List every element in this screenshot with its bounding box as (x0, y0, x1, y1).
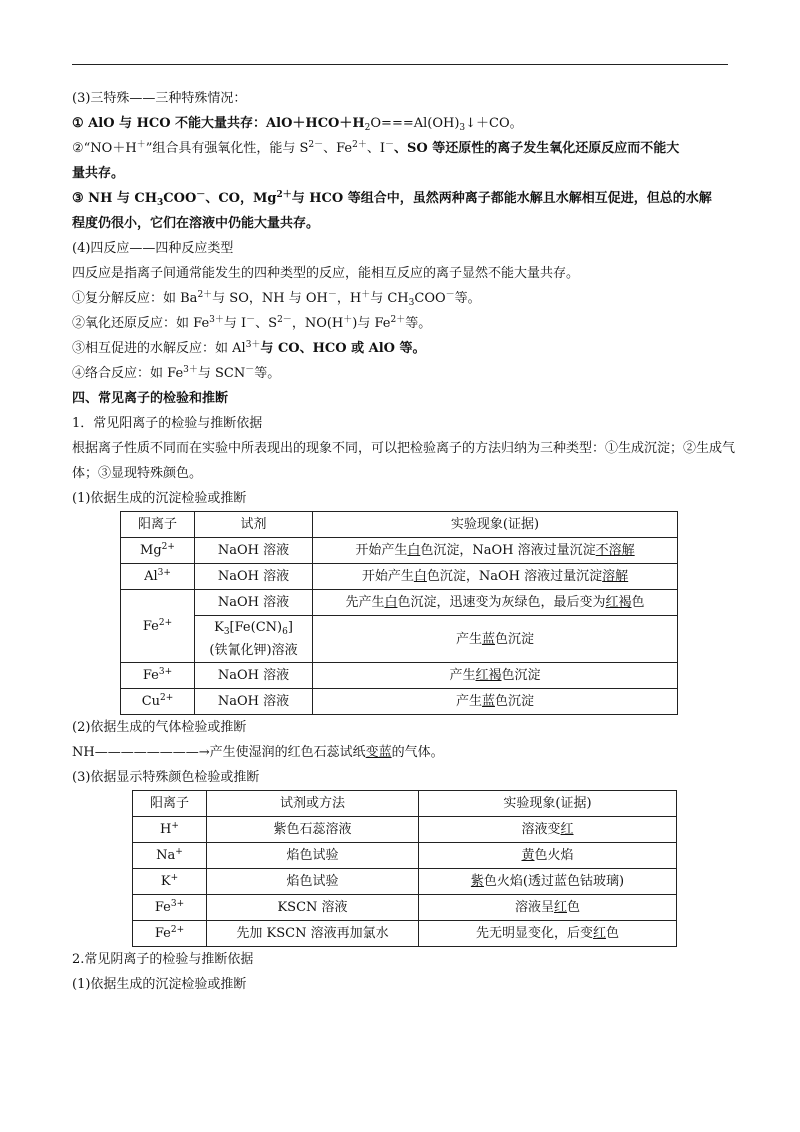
text: ③ NH 与 CH (72, 191, 158, 206)
text: ，H (336, 291, 362, 306)
text: 与 CH (370, 291, 409, 306)
reaction-4 (72, 361, 736, 386)
cation-cell: $Fe^{2+}$ (133, 921, 207, 947)
text: ②“NO＋H (72, 141, 137, 156)
text: ②氧化还原反应：如 Fe (72, 316, 210, 331)
text: 的气体。 (391, 745, 444, 760)
table-row (133, 895, 677, 921)
phenomenon-cell: 产生蓝色沉淀 (313, 689, 678, 715)
reagent-cell: 紫色石蕊溶液 (207, 817, 419, 843)
cation-cell: $Fe^{3+}$ (121, 663, 195, 689)
text: 2.常见阴离子的检验与推断依据 (72, 952, 254, 967)
superscript: 3＋ (245, 340, 261, 350)
section-three-special (72, 86, 736, 111)
text: 与 I (223, 316, 247, 331)
superscript: － (245, 365, 255, 375)
color-heading (72, 765, 736, 790)
header-cell: 试剂 (195, 512, 313, 538)
superscript: 2＋ (352, 140, 367, 150)
phenomenon-cell: 溶液呈红色 (419, 895, 677, 921)
header-rule (72, 64, 728, 65)
subsection-cation (72, 411, 736, 436)
text: 、Fe (323, 141, 353, 156)
cation-cell: $Al^{3+}$ (121, 564, 195, 590)
superscript: 2－ (277, 315, 292, 325)
text: (1)依据生成的沉淀检验或推断 (72, 491, 247, 506)
superscript: － (327, 290, 337, 300)
table-row (121, 590, 678, 616)
text: 等。 (405, 316, 432, 331)
phenomenon-cell: 开始产生白色沉淀，NaOH 溶液过量沉淀不溶解 (313, 538, 678, 564)
text: 程度仍很小，它们在溶液中仍能大量共存。 (72, 216, 320, 231)
table-row (133, 869, 677, 895)
text: 与 SCN (197, 366, 246, 381)
precipitate-table (120, 511, 678, 715)
superscript: ＋ (343, 315, 353, 325)
section-heading-four (72, 386, 736, 411)
text: 、CO，Mg (205, 191, 277, 206)
phenomenon-cell: 开始产生白色沉淀，NaOH 溶液过量沉淀溶解 (313, 564, 678, 590)
text: COO (414, 291, 446, 306)
text: ③相互促进的水解反应：如 Al (72, 341, 246, 356)
cation-intro (72, 436, 736, 486)
text: ④络合反应：如 Fe (72, 366, 184, 381)
reaction-1 (72, 286, 736, 311)
reagent-cell: NaOH 溶液 (195, 538, 313, 564)
reactions-intro (72, 261, 736, 286)
text: ①复分解反应：如 Ba (72, 291, 198, 306)
reagent-cell: NaOH 溶液 (195, 663, 313, 689)
phenomenon-cell: 溶液变红 (419, 817, 677, 843)
table-row (121, 616, 678, 663)
text: ”组合具有强氧化性，能与 S (145, 141, 309, 156)
table-row (133, 843, 677, 869)
gas-detection (72, 740, 736, 765)
cation-cell: $Cu^{2+}$ (121, 689, 195, 715)
reagent-cell: NaOH 溶液 (195, 689, 313, 715)
reagent-cell: KSCN 溶液 (207, 895, 419, 921)
subscript: 3 (157, 198, 164, 208)
text: 、S (255, 316, 278, 331)
header-cell: 阳离子 (121, 512, 195, 538)
cation-cell: $Mg^{2+}$ (121, 538, 195, 564)
text: (2)依据生成的气体检验或推断 (72, 720, 247, 735)
table-row (133, 921, 677, 947)
phenomenon-cell: 紫色火焰(透过蓝色钴玻璃) (419, 869, 677, 895)
text: O===Al(OH) (370, 116, 460, 131)
text: 、SO 等还原性的离子发生氧化还原反应而不能大 (394, 141, 680, 156)
subscript: 2 (364, 123, 371, 133)
header-cell: 实验现象(证据) (313, 512, 678, 538)
phenomenon-cell: 产生红褐色沉淀 (313, 663, 678, 689)
superscript: － (385, 140, 395, 150)
reaction-2 (72, 311, 736, 336)
cation-cell: K+ (133, 869, 207, 895)
cation-cell: $Fe^{2+}$ (121, 590, 195, 663)
reagent-cell: NaOH 溶液 (195, 564, 313, 590)
superscript: ＋ (361, 290, 371, 300)
text: 、I (366, 141, 385, 156)
text: (1)依据生成的沉淀检验或推断 (72, 977, 247, 992)
text: 量共存。 (72, 166, 125, 181)
subscript: 3 (408, 298, 415, 308)
reaction-3 (72, 336, 736, 361)
phenomenon-cell: 产生蓝色沉淀 (313, 616, 678, 663)
reagent-cell: 焰色试验 (207, 869, 419, 895)
document-body (72, 86, 736, 997)
reagent-cell: 焰色试验 (207, 843, 419, 869)
superscript: 2＋ (197, 290, 213, 300)
text: NH————————→产生使湿润的红色石蕊试纸 (72, 745, 366, 760)
text: 根据离子性质不同而在实验中所表现出的现象不同，可以把检验离子的方法归纳为三种类型：①生成沉淀；②生成气体；③显现特殊颜色。 (72, 441, 736, 481)
text: 等。 (254, 366, 281, 381)
color-table (132, 790, 677, 947)
reagent-cell: 先加 KSCN 溶液再加氯水 (207, 921, 419, 947)
text: COO (163, 191, 197, 206)
reagent-cell: NaOH 溶液 (195, 590, 313, 616)
subsection-anion (72, 947, 736, 972)
text: (4)四反应——四种反应类型 (72, 241, 234, 256)
phenomenon-cell: 先产生白色沉淀，迅速变为灰绿色，最后变为红褐色 (313, 590, 678, 616)
superscript: － (445, 290, 455, 300)
table-header (133, 791, 677, 817)
anion-precipitate-heading (72, 972, 736, 997)
text: )与 Fe (352, 316, 391, 331)
cation-cell: H+ (133, 817, 207, 843)
superscript: － (196, 190, 206, 200)
text: (3)三特殊——三种特殊情况： (72, 91, 247, 106)
superscript: 2＋ (276, 190, 292, 200)
table-row (121, 663, 678, 689)
text: ↓＋CO。 (465, 116, 523, 131)
header-cell: 阳离子 (133, 791, 207, 817)
header-cell: 实验现象(证据) (419, 791, 677, 817)
text: 与 CO、HCO 或 AlO 等。 (260, 341, 426, 356)
text: 四、常见离子的检验和推断 (72, 391, 229, 406)
reagent-cell: $K_3[Fe(CN)_6]$ (铁氰化钾)溶液 (195, 616, 313, 663)
cation-cell: $Fe^{3+}$ (133, 895, 207, 921)
special-2 (72, 136, 736, 161)
text: ① AlO 与 HCO 不能大量共存：AlO＋HCO＋H (72, 116, 365, 131)
superscript: 3＋ (183, 365, 198, 375)
table-row (121, 689, 678, 715)
special-3 (72, 186, 736, 211)
superscript: － (246, 315, 256, 325)
table-row (121, 538, 678, 564)
superscript: ＋ (136, 140, 146, 150)
section-four-reactions (72, 236, 736, 261)
subscript: 3 (459, 123, 466, 133)
table-header (121, 512, 678, 538)
text: (3)依据显示特殊颜色检验或推断 (72, 770, 260, 785)
superscript: 2－ (308, 140, 324, 150)
text: 变蓝 (365, 745, 392, 760)
superscript: 3＋ (209, 315, 224, 325)
text: 1．常见阳离子的检验与推断依据 (72, 416, 263, 431)
special-3-cont (72, 211, 736, 236)
special-2-cont (72, 161, 736, 186)
table-row (133, 817, 677, 843)
text: 与 SO，NH 与 OH (212, 291, 328, 306)
text: ，NO(H (291, 316, 344, 331)
precipitate-heading (72, 486, 736, 511)
gas-heading (72, 715, 736, 740)
special-1 (72, 111, 736, 136)
text: 与 HCO 等组合中，虽然两种离子都能水解且水解相互促进，但总的水解 (291, 191, 712, 206)
cation-cell: Na+ (133, 843, 207, 869)
text: 等。 (454, 291, 481, 306)
phenomenon-cell: 先无明显变化，后变红色 (419, 921, 677, 947)
header-cell: 试剂或方法 (207, 791, 419, 817)
text: 四反应是指离子间通常能发生的四种类型的反应，能相互反应的离子显然不能大量共存。 (72, 266, 580, 281)
table-row (121, 564, 678, 590)
superscript: 2＋ (390, 315, 406, 325)
phenomenon-cell: 黄色火焰 (419, 843, 677, 869)
